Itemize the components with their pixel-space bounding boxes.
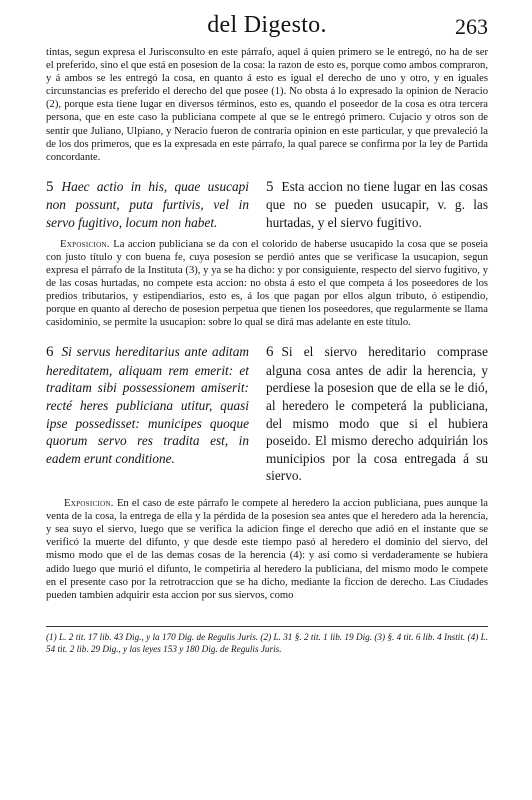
footnote-rule	[46, 626, 488, 627]
law-6-number-latin: 6	[46, 344, 54, 361]
exposition-2-label: Exposicion.	[64, 498, 114, 510]
paragraph-continued: tintas, segun expresa el Jurisconsulto en este párrafo, aquel á quien primero se le entregó, no ha de ser el preferido, sino el que está en posesion de la cosa: la razon de esto es, porque como ambos compraron, y á ambos se les entregó la cosa, en quanto á esto es igual el derecho de uno y otro, y en iguales circunstancias es preferido el derecho del que posee (1). No obsta á lo expresado la opinion de Neracio (2), porque esta tiene lugar en diversos términos, esto es, quando el poseedor de la cosa es otra tercera persona, que en este caso la publiciana compete al que se le entregó primero. Cujacio y otros son de sentir que Juliano, Ulpiano, y Neracio fueron de contraria opinion en este particular, y que prevaleció la de los dos primeros, que es la expresada en este párrafo, la qual parece se confirma por la ley de Partida concordante.	[46, 47, 488, 163]
law-6-spanish	[266, 343, 488, 485]
exposition-2	[46, 497, 488, 602]
law-6-number-spanish: 6	[266, 344, 274, 361]
page-number: 263	[455, 14, 488, 39]
law-5-latin	[46, 178, 249, 232]
law-6-spanish-text: Si el siervo hereditario comprase alguna cosa antes de adir la herencia, y perdiese la posesion que de ella se le dió, al heredero le competerá la publiciana, del mismo modo que si el hubiera poseido. El mismo derecho adquirián los municipios por la cosa entregada á su siervo.	[266, 344, 488, 484]
law-6-latin	[46, 343, 249, 485]
law-6-latin-text: Si servus hereditarius ante aditam hereditatem, aliquam rem emerit: et traditam sibi possessionem amiserit: recté heres publiciana utitur, quasi ipse possedisset: municipes quoque quorum servo res tradita est, in eadem erunt conditione.	[46, 344, 249, 466]
law-5-latin-text: Haec actio in his, quae usucapi non possunt, puta furtivis, vel in servo fugitivo, locum non habet.	[46, 178, 249, 231]
law-5-spanish	[266, 178, 488, 232]
page-header	[46, 12, 488, 42]
running-title: del Digesto.	[207, 12, 327, 38]
law-6-block	[46, 343, 488, 485]
footnotes: (1) L. 2 tit. 17 lib. 43 Dig., y la 170 Dig. de Regulis Juris. (2) L. 31 §. 2 tit. 1 lib. 19 Dig. (3) §. 4 tit. 6 lib. 4 Instit. (4) L. 54 tit. 2 lib. 29 Dig., y las leyes 153 y 180 Dig. de Regulis Juris.	[46, 631, 488, 655]
law-5-number-spanish: 5	[266, 178, 274, 195]
page	[46, 12, 488, 656]
exposition-1-text: La accion publiciana se da con el colorido de haberse usucapido la cosa que se poseia con justo título y con buena fe, cuya posesion se perdió antes que se verificase la usucapion, segun expresa el párrafo de la Instituta (3), y ya se ha dicho: y por consiguiente, respecto del siervo fugitivo, y de las cosas hurtadas, no compete esta accion: no obsta á esto el que competa á los poseedores de los predios tributarios, y estipendiarios, esto es, á los que pagan por ellos algun tributo, ó estipendio, porque en quanto al derecho de posesion perpetua que tienen los poseedores, que regularmente se llama casidominio, se permite la usucapion: sobre lo qual se dirá mas adelante en este título.	[46, 238, 488, 329]
law-5-block	[46, 178, 488, 232]
law-5-number-latin: 5	[46, 178, 54, 195]
exposition-1	[46, 238, 488, 330]
law-5-spanish-text: Esta accion no tiene lugar en las cosas que no se pueden usucapir, v. g. las hurtadas, y el siervo fugitivo.	[266, 178, 488, 231]
exposition-1-label: Exposicion.	[60, 238, 110, 250]
exposition-2-text: En el caso de este párrafo le compete al heredero la accion publiciana, pues aunque la venta de la cosa, la entrega de ella y la pérdida de la posesion sea antes que el heredero ada la herencia, y sea suyo el siervo, luego que se verifica la adicion finge el derecho que adió en el instante que se verificó la muerte del difunto, y que desde este tiempo pasó al heredero el dominio del siervo, del mismo modo que el de las demas cosas de la herencia (4): y así como si verdaderamente se hubiera adido luego que murió el difunto, le competiria al heredero la publiciana, del mismo modo le compete en el presente caso por la retrotraccion que se ha dicho, mediante la ficcion de derecho. Las Ciudades pueden tambien adquirir esta accion por sus siervos, como	[46, 498, 488, 601]
